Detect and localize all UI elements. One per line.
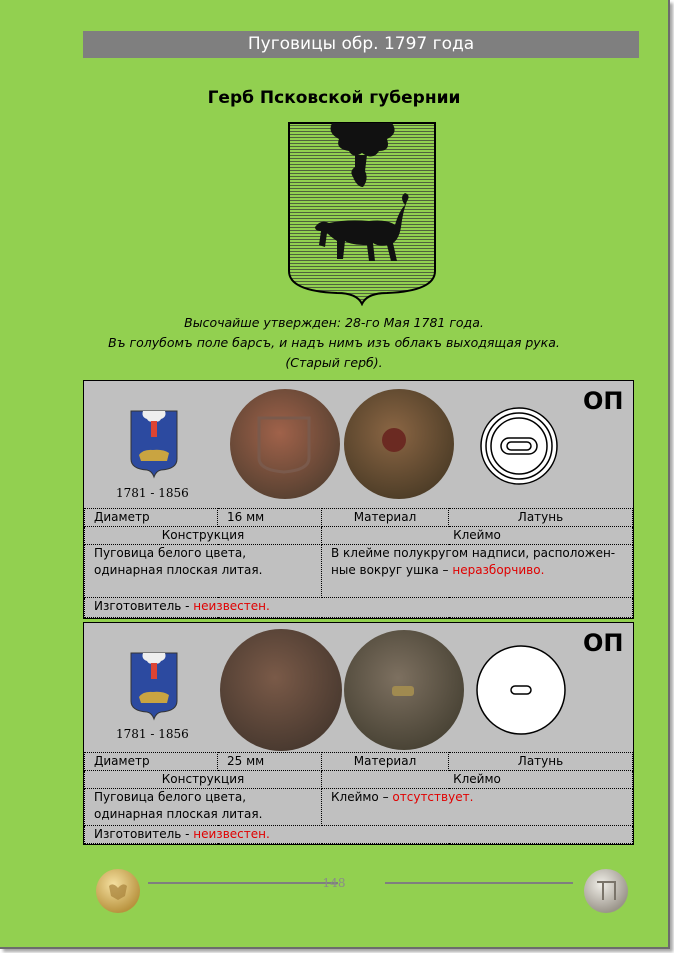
footer-divider-right <box>385 882 573 884</box>
op-label: ОП <box>583 387 624 415</box>
construction-text: Пуговица белого цвета, одинарная плоская литая. <box>85 789 322 826</box>
construction-label: Конструкция <box>85 527 322 545</box>
small-coat-of-arms-icon <box>129 651 179 721</box>
button-photos <box>219 628 469 753</box>
material-label: Материал <box>322 753 449 771</box>
material-value: Латунь <box>449 753 633 771</box>
material-value: Латунь <box>449 509 633 527</box>
page-title: Пуговицы обр. 1797 года <box>83 31 639 58</box>
button-card-2 <box>83 622 634 845</box>
small-coat-of-arms-icon <box>129 409 179 479</box>
diameter-label: Диаметр <box>85 509 218 527</box>
button-photos <box>229 388 459 503</box>
specs-table <box>84 752 633 844</box>
gerb-caption-line-1: Высочайше утвержден: 28-го Мая 1781 года. <box>184 315 484 330</box>
gerb-caption-line-3: (Старый герб). <box>285 355 383 370</box>
diameter-value: 25 мм <box>218 753 322 771</box>
diameter-value: 16 мм <box>218 509 322 527</box>
button-card-1 <box>83 380 634 619</box>
years-range: 1781 - 1856 <box>116 486 189 500</box>
maker-row: Изготовитель - неизвестен. <box>85 598 633 618</box>
construction-label: Конструкция <box>85 771 322 789</box>
material-label: Материал <box>322 509 449 527</box>
gold-eagle-button-icon <box>95 868 141 914</box>
mark-label: Клеймо <box>322 771 633 789</box>
gerb-caption-line-2: Въ голубомъ поле барсъ, и надъ нимъ изъ облакъ выходящая рука. <box>108 335 560 350</box>
page-number: 148 <box>322 876 346 890</box>
op-label: ОП <box>583 629 624 657</box>
silver-monogram-button-icon <box>583 868 629 914</box>
construction-text: Пуговица белого цвета, одинарная плоская литая. <box>85 545 322 598</box>
mark-text: В клейме полукругом надписи, расположен-ные вокруг ушка – неразборчиво. <box>322 545 633 598</box>
mark-text: Клеймо – отсутствует. <box>322 789 633 826</box>
pskov-coat-of-arms <box>287 121 437 306</box>
specs-table <box>84 508 633 618</box>
mark-label: Клеймо <box>322 527 633 545</box>
button-schematic <box>479 406 559 486</box>
maker-row: Изготовитель - неизвестен. <box>85 826 633 844</box>
diameter-label: Диаметр <box>85 753 218 771</box>
button-schematic <box>476 645 566 735</box>
gerb-title: Герб Псковской губернии <box>207 88 461 108</box>
years-range: 1781 - 1856 <box>116 727 189 741</box>
